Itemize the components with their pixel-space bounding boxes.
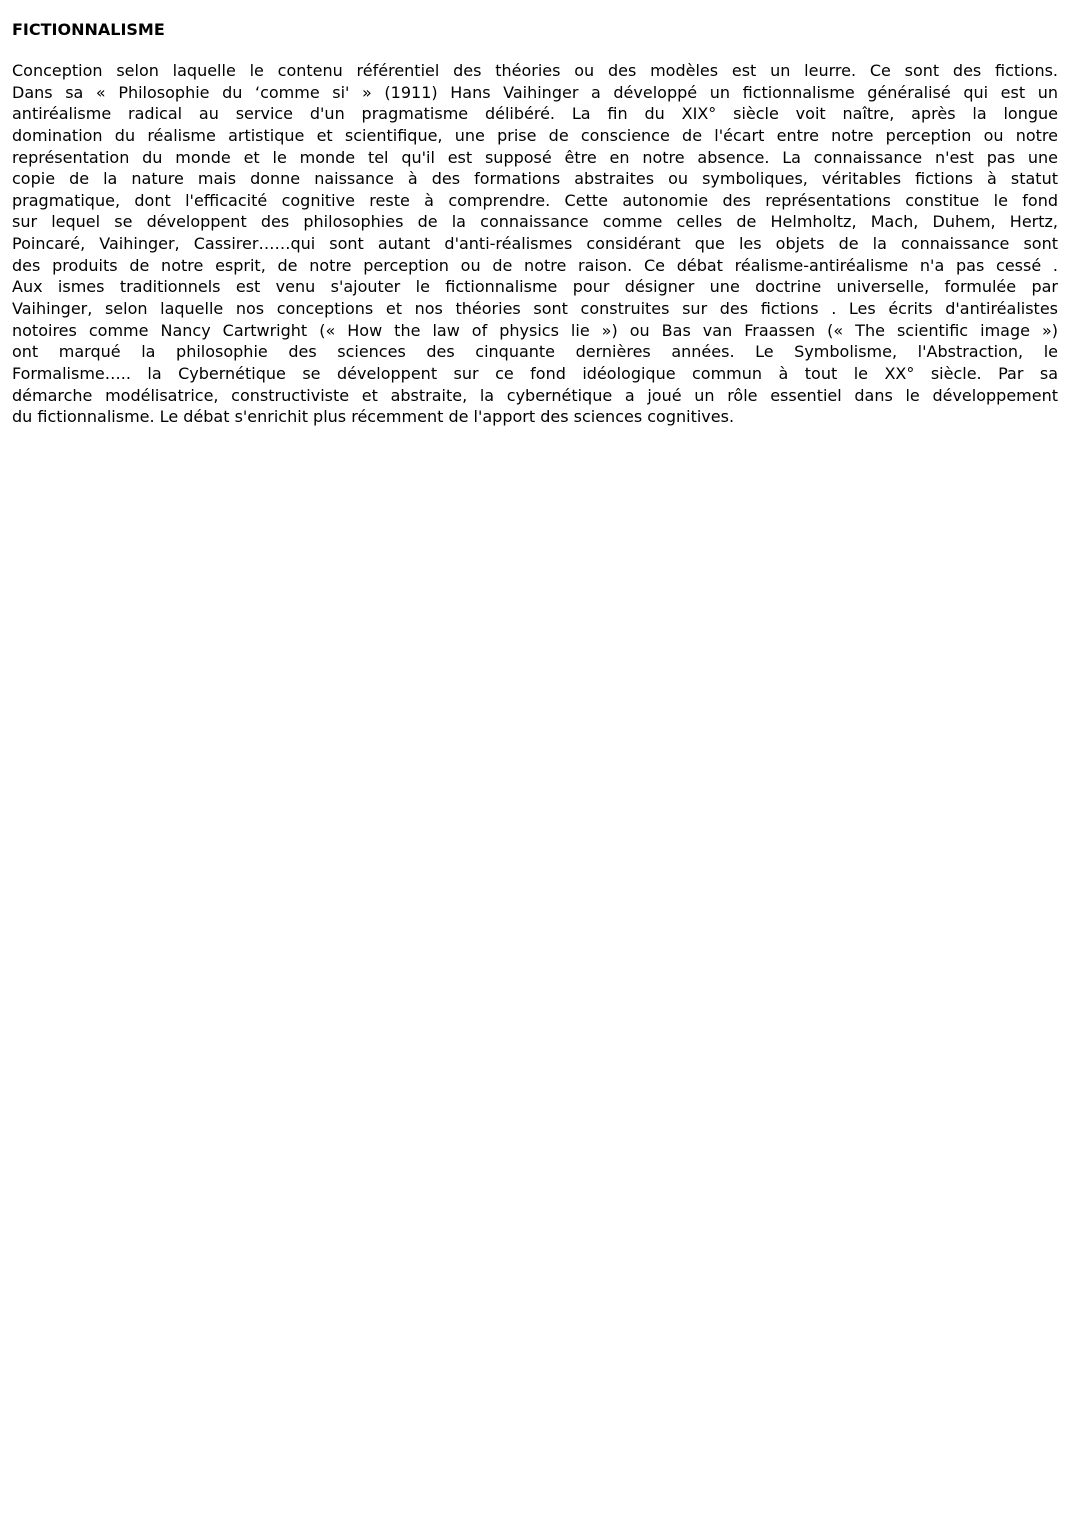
paragraph-line: des produits de notre esprit, de notre perception ou de notre raison. Ce débat réalisme-antiréalisme n'a pas cessé . — [12, 255, 1058, 275]
paragraph-line: Dans sa « Philosophie du ‘comme si' » (1911) Hans Vaihinger a développé un fictionnalisme généralisé qui est un — [12, 82, 1058, 102]
paragraph-line: Poincaré, Vaihinger, Cassirer……qui sont autant d'anti-réalismes considérant que les objets de la connaissance sont — [12, 234, 1058, 254]
paragraph-line: démarche modélisatrice, constructiviste et abstraite, la cybernétique a joué un rôle essentiel dans le développement — [12, 385, 1058, 405]
paragraph-line: notoires comme Nancy Cartwright (« How the law of physics lie ») ou Bas van Fraassen (« The scientific image ») — [12, 320, 1058, 340]
paragraph-line: pragmatique, dont l'efficacité cognitive reste à comprendre. Cette autonomie des représentations constitue le fond — [12, 190, 1058, 210]
paragraph-line: sur lequel se développent des philosophies de la connaissance comme celles de Helmholtz, Mach, Duhem, Hertz, — [12, 212, 1058, 232]
paragraph-line: représentation du monde et le monde tel qu'il est supposé être en notre absence. La connaissance n'est pas une — [12, 147, 1058, 167]
body-paragraph — [12, 60, 1058, 428]
paragraph-line: domination du réalisme artistique et scientifique, une prise de conscience de l'écart entre notre perception ou notre — [12, 125, 1058, 145]
paragraph-line: Formalisme….. la Cybernétique se développent sur ce fond idéologique commun à tout le XX° siècle. Par sa — [12, 363, 1058, 383]
paragraph-line: Vaihinger, selon laquelle nos conceptions et nos théories sont construites sur des fictions . Les écrits d'antiréalistes — [12, 299, 1058, 319]
paragraph-line: antiréalisme radical au service d'un pragmatisme délibéré. La fin du XIX° siècle voit naître, après la longue — [12, 104, 1058, 124]
paragraph-line: du fictionnalisme. Le débat s'enrichit plus récemment de l'apport des sciences cognitives. — [12, 407, 735, 427]
paragraph-line: Conception selon laquelle le contenu référentiel des théories ou des modèles est un leurre. Ce sont des fictions. — [12, 61, 1058, 80]
paragraph-line: ont marqué la philosophie des sciences des cinquante dernières années. Le Symbolisme, l'Abstraction, le — [12, 342, 1058, 362]
paragraph-line: Aux ismes traditionnels est venu s'ajouter le fictionnalisme pour désigner une doctrine universelle, formulée par — [12, 277, 1058, 297]
paragraph-line: copie de la nature mais donne naissance à des formations abstraites ou symboliques, véritables fictions à statut — [12, 169, 1058, 189]
document-title: FICTIONNALISME — [12, 20, 165, 39]
